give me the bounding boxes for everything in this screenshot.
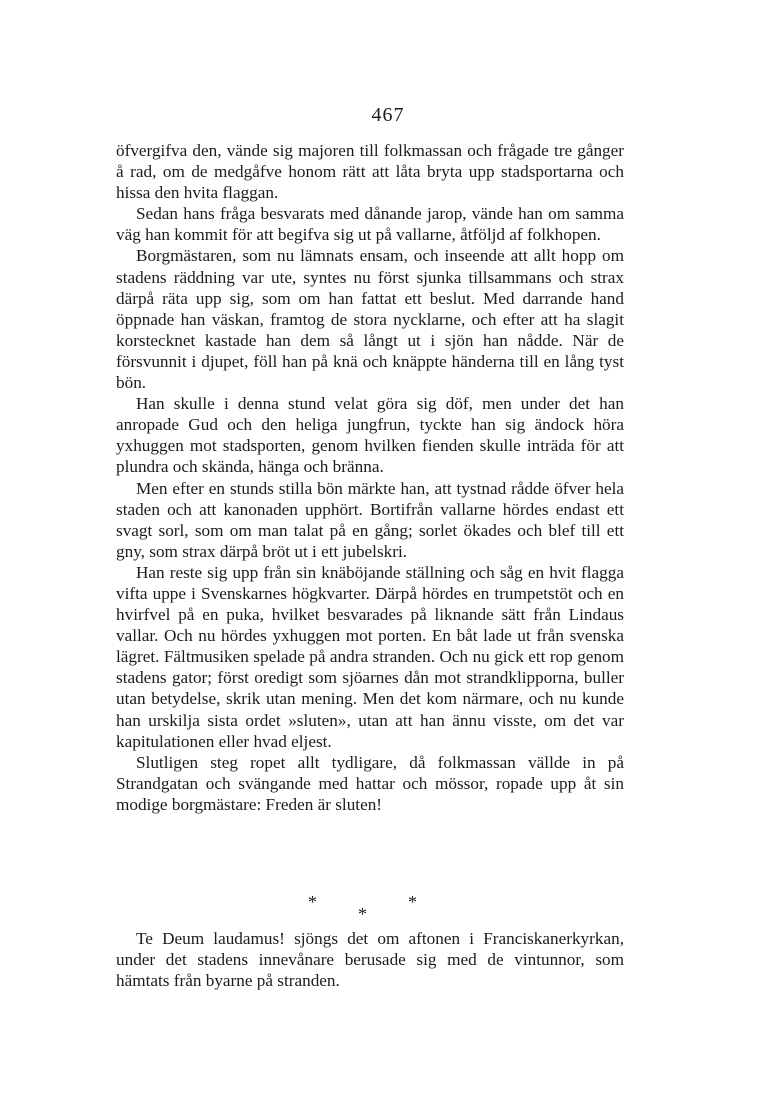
paragraph: Sedan hans fråga besvarats med dånande jarop, vände han om samma väg han kommit för att begifva sig ut på vallarne, åtföljd af folkhopen. bbox=[116, 204, 624, 245]
asterisk-glyph: * bbox=[358, 904, 367, 924]
paragraph: öfvergifva den, vände sig majoren till folkmassan och frågade tre gånger å rad, om de medgåfve honom rätt att låta bryta upp stadsportarna och hissa den hvita flaggan. bbox=[116, 141, 624, 203]
page-number: 467 bbox=[371, 104, 405, 126]
closing-text bbox=[116, 928, 624, 991]
main-text bbox=[116, 140, 624, 815]
asterisk-glyph: * bbox=[408, 892, 417, 912]
paragraph: Slutligen steg ropet allt tydligare, då folkmassan vällde in på Strandgatan och svängande med hattar och mössor, ropade upp åt sin modige borgmästare: Freden är sluten! bbox=[116, 752, 624, 814]
paragraph: Men efter en stunds stilla bön märkte han, att tystnad rådde öfver hela staden och att kanonaden upphört. Bortifrån vallarne hördes endast ett svagt sorl, som om man talat på en gång; sorlet ökades och blef till ett gny, som strax därpå bröt ut i ett jubelskri. bbox=[116, 478, 624, 561]
paragraph: Borgmästaren, som nu lämnats ensam, och inseende att allt hopp om stadens räddning var ute, syntes nu först sjunka tillsammans och strax därpå räta upp sig, som om han fattat ett beslut. Med darrande hand öppnade han väskan, framtog de stora nycklarne, och efter att ha slagit korstecknet kastade han dem så långt ut i sjön han nådde. När de försvunnit i djupet, föll han på knä och knäppte händerna till en lång tyst bön. bbox=[116, 246, 624, 393]
paragraph: Han skulle i denna stund velat göra sig döf, men under det han anropade Gud och den heliga jungfrun, tyckte han sig ändock höra yxhuggen mot stadsporten, genom hvilken fienden skulle inträda för att plundra och skända, hänga och bränna. bbox=[116, 394, 624, 477]
paragraph: Han reste sig upp från sin knäböjande ställning och såg en hvit flagga vifta uppe i Svenskarnes högkvarter. Därpå hördes en trumpetstöt och en hvirfvel på en puka, hvilket besvarades på liknande sätt från Lindaus vallar. Och nu hördes yxhuggen mot porten. En båt lade ut från svenska lägret. Fältmusiken spelade på andra stranden. Och nu gick ett rop genom stadens gator; först oredigt som sjöarnes dån mot strandklipporna, buller utan betydelse, skrik utan mening. Men det kom närmare, och nu kunde han urskilja sista ordet »sluten», utan att han ännu visste, om det var kapitulationen eller hvad eljest. bbox=[116, 562, 624, 751]
closing-paragraph: Te Deum laudamus! sjöngs det om aftonen i Franciskanerkyrkan, under det stadens innevånare berusade sig med de vintunnor, som hämtats från byarne på stranden. bbox=[116, 929, 624, 991]
asterisk-glyph: * bbox=[308, 892, 317, 912]
section-separator bbox=[300, 892, 430, 922]
